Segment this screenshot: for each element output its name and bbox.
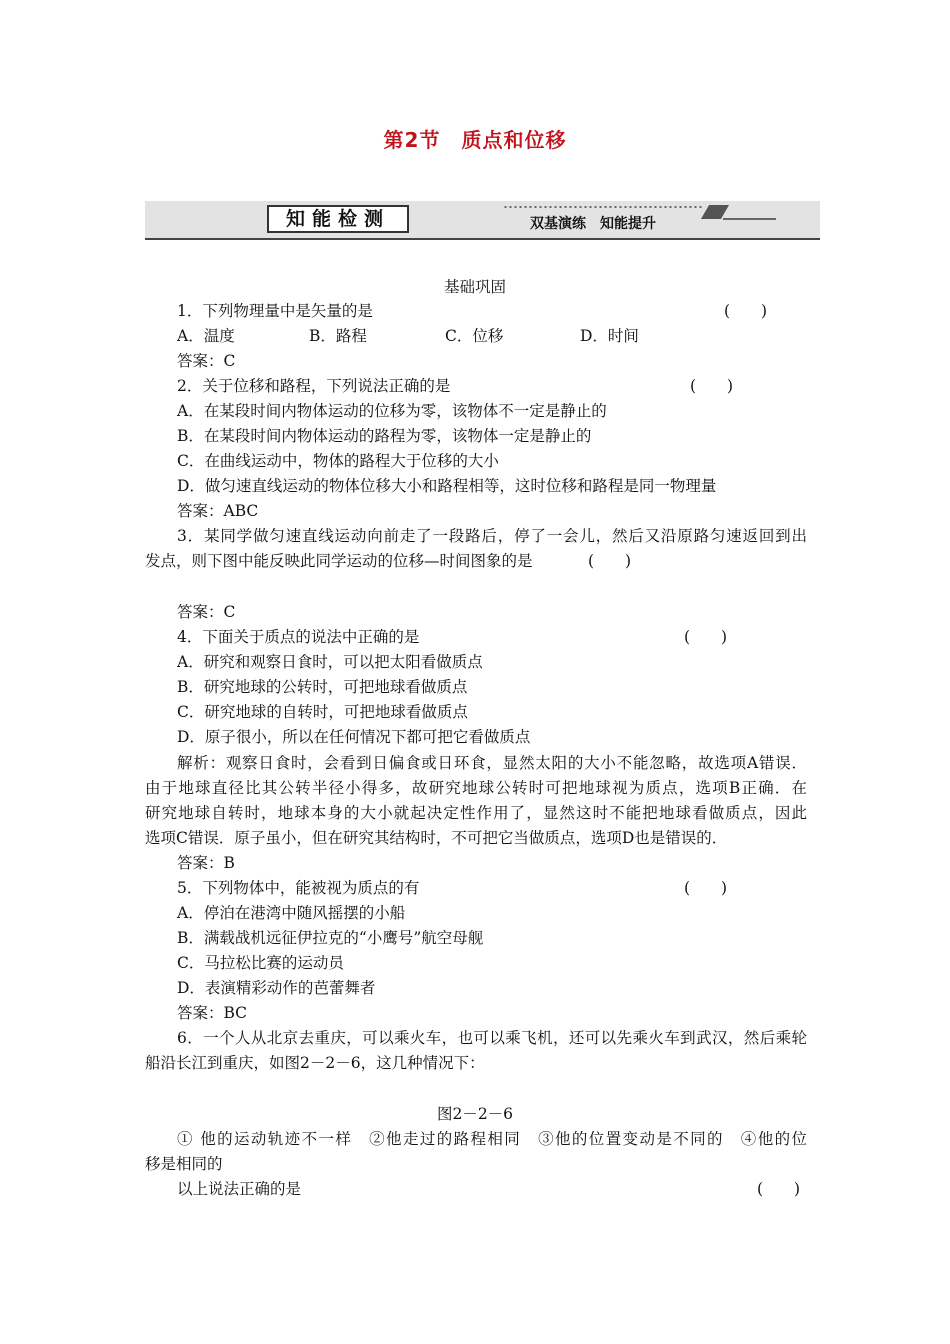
question-6-stem-line-2: 船沿长江到重庆，如图2－2－6，这几种情况下： (145, 1054, 485, 1072)
question-5-option-c: C．马拉松比赛的运动员 (177, 954, 344, 972)
question-5-answer: 答案：BC (177, 1004, 248, 1022)
banner-label: 知能检测 (267, 205, 409, 233)
banner-dots (503, 206, 703, 208)
banner-slash-decoration (701, 205, 729, 219)
question-3-answer: 答案：C (177, 603, 236, 621)
question-4-stem: 4．下面关于质点的说法中正确的是 (177, 628, 420, 646)
question-2-answer: 答案：ABC (177, 502, 259, 520)
question-4-explanation-line-1: 解析：观察日食时，会看到日偏食或日环食，显然太阳的大小不能忽略，故选项A错误． (177, 754, 807, 772)
figure-caption: 图2－2－6 (436, 1105, 514, 1123)
question-4-option-d: D．原子很小，所以在任何情况下都可把它看做质点 (177, 728, 531, 746)
question-4-option-b: B．研究地球的公转时，可把地球看做质点 (177, 678, 468, 696)
question-5-answer-blank: ( ) (684, 879, 728, 897)
banner-line-decoration (723, 218, 776, 220)
question-3-stem-line-1: 3．某同学做匀速直线运动向前走了一段路后，停了一会儿，然后又沿原路匀速返回到出 (177, 527, 807, 545)
question-6-statements-line-1: ① 他的运动轨迹不一样 ②他走过的路程相同 ③他的位置变动是不同的 ④他的位 (177, 1130, 807, 1148)
question-2-stem: 2．关于位移和路程，下列说法正确的是 (177, 377, 451, 395)
question-2-option-c: C．在曲线运动中，物体的路程大于位移的大小 (177, 452, 499, 470)
question-6-stem-line-1: 6．一个人从北京去重庆，可以乘火车，也可以乘飞机，还可以先乘火车到武汉，然后乘轮 (177, 1029, 807, 1047)
question-1-answer: 答案：C (177, 352, 236, 370)
question-1-stem: 1．下列物理量中是矢量的是 (177, 302, 373, 320)
question-4-answer: 答案：B (177, 854, 235, 872)
question-2-option-a: A．在某段时间内物体运动的位移为零，该物体不一定是静止的 (177, 402, 607, 420)
question-4-explanation-line-4: 选项C错误．原子虽小，但在研究其结构时，不可把它当做质点，选项D也是错误的． (145, 829, 728, 847)
question-5-stem: 5．下列物体中，能被视为质点的有 (177, 879, 420, 897)
question-2-option-d: D．做匀速直线运动的物体位移大小和路程相等，这时位移和路程是同一物理量 (177, 477, 717, 495)
question-1-option-d: D．时间 (580, 327, 639, 345)
section-banner (145, 201, 820, 240)
question-5-option-b: B．满载战机远征伊拉克的“小鹰号”航空母舰 (177, 929, 484, 947)
banner-subtitle: 双基演练 知能提升 (530, 216, 656, 232)
question-6-prompt: 以上说法正确的是 (177, 1180, 302, 1198)
question-4-option-c: C．研究地球的自转时，可把地球看做质点 (177, 703, 468, 721)
section-heading: 基础巩固 (443, 278, 506, 296)
question-1-option-c: C．位移 (445, 327, 504, 345)
question-5-option-d: D．表演精彩动作的芭蕾舞者 (177, 979, 376, 997)
question-3-answer-blank: ( ) (588, 552, 632, 570)
question-4-option-a: A．研究和观察日食时，可以把太阳看做质点 (177, 653, 483, 671)
question-6-answer-blank: ( ) (757, 1180, 801, 1198)
question-1-option-b: B．路程 (309, 327, 367, 345)
question-1-option-a: A．温度 (177, 327, 235, 345)
question-6-statements-line-2: 移是相同的 (145, 1155, 223, 1173)
question-2-option-b: B．在某段时间内物体运动的路程为零，该物体一定是静止的 (177, 427, 592, 445)
question-5-option-a: A．停泊在港湾中随风摇摆的小船 (177, 904, 406, 922)
page-title: 第2节 质点和位移 (383, 128, 567, 152)
question-3-stem-line-2: 发点，则下图中能反映此同学运动的位移—时间图象的是 (145, 552, 533, 570)
question-4-explanation-line-2: 由于地球直径比其公转半径小得多，故研究地球公转时可把地球视为质点，选项B正确．在 (145, 779, 807, 797)
question-4-explanation-line-3: 研究地球自转时，地球本身的大小就起决定性作用了，显然这时不能把地球看做质点，因此 (145, 804, 807, 822)
question-4-answer-blank: ( ) (684, 628, 728, 646)
question-1-answer-blank: ( ) (724, 302, 768, 320)
question-2-answer-blank: ( ) (690, 377, 734, 395)
